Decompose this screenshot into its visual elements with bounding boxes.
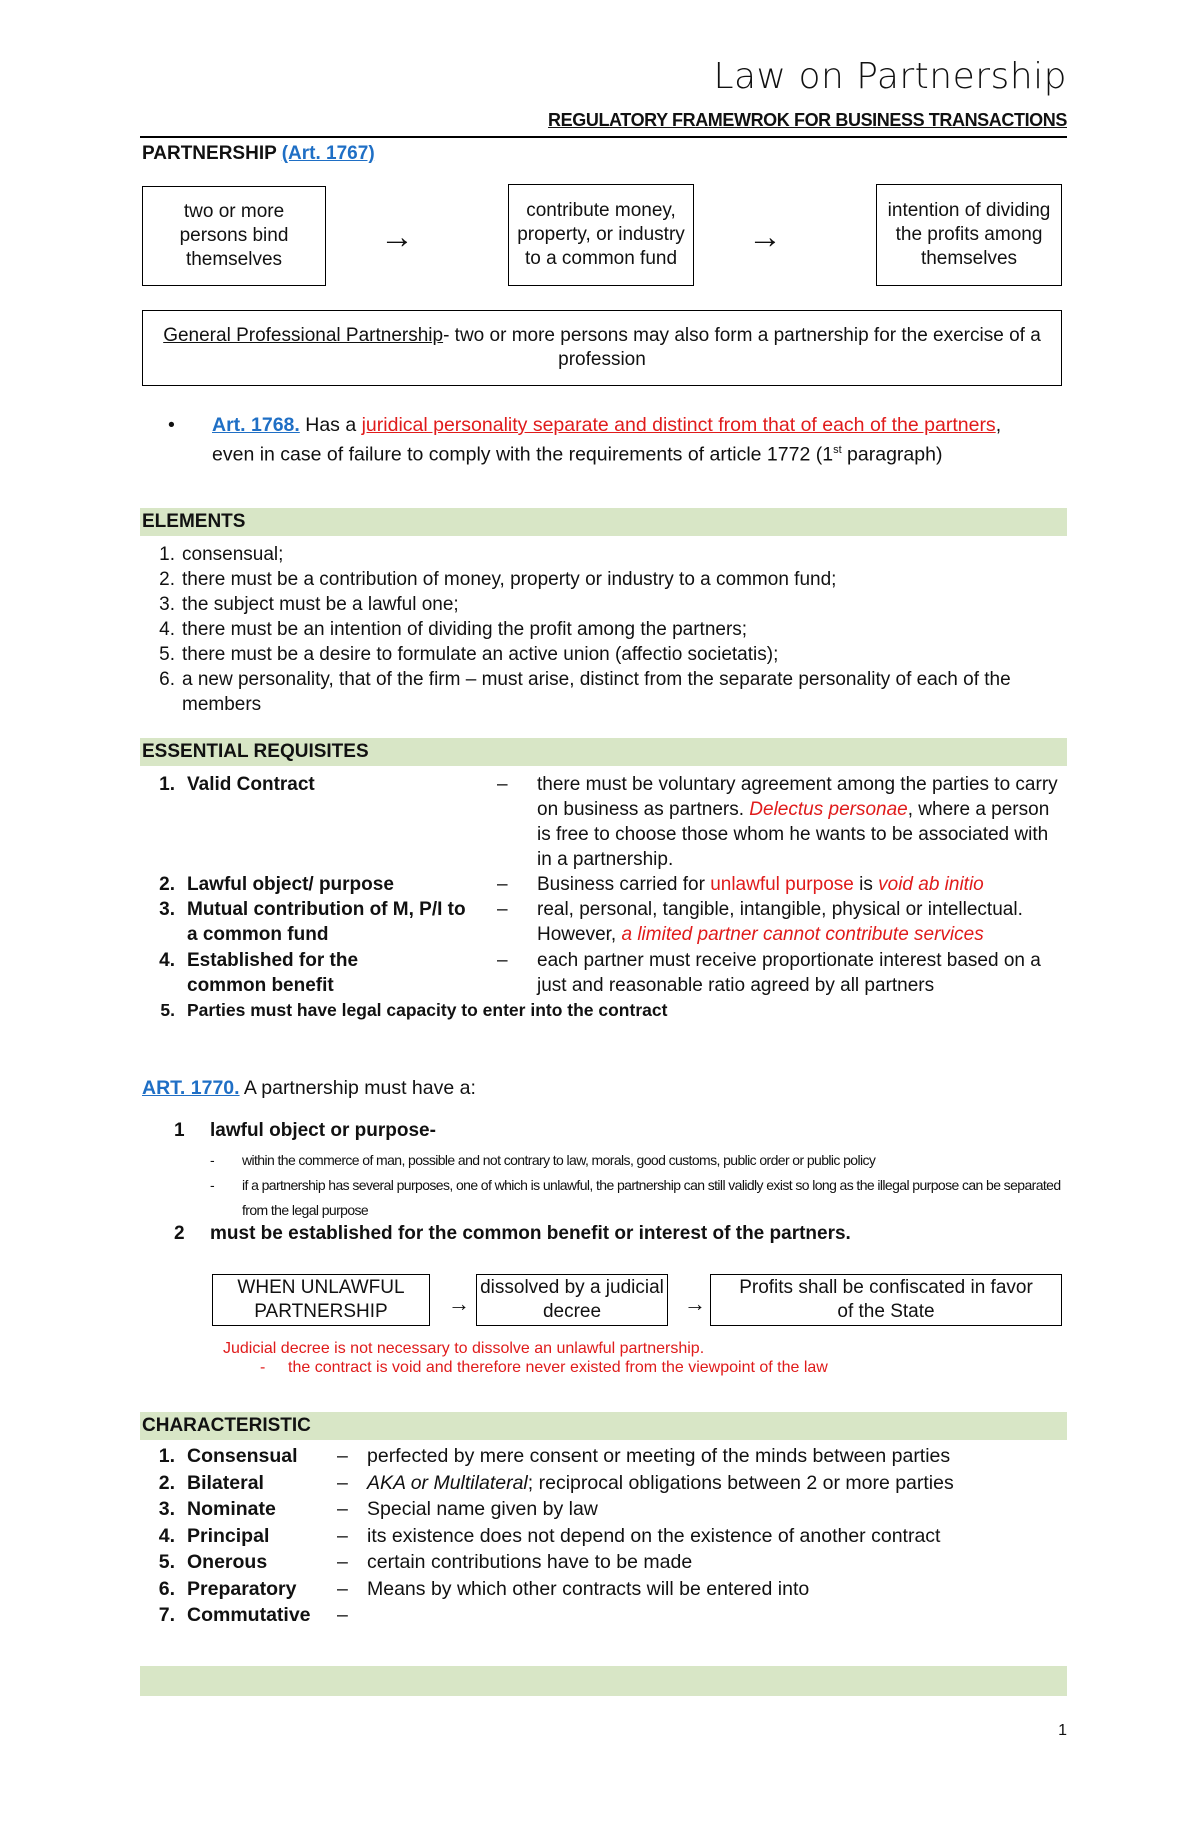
empty-section-band [140,1666,1067,1696]
page-number: 1 [1058,1722,1067,1739]
partnership-heading: PARTNERSHIP (Art. 1767) [142,143,375,164]
section-essential-requisites: ESSENTIAL REQUISITES [140,738,1067,766]
table-row: 7. Commutative – [158,1604,348,1626]
section-elements: ELEMENTS [140,508,1067,536]
table-row: 4. Principal – its existence does not depend on the existence of another contract [158,1524,941,1547]
art-1770-item-2: 2 must be established for the common benefit or interest of the partners. [174,1223,851,1244]
list-item: - if a partnership has several purposes, one of which is unlawful, the partnership can still validly exist so long as the illegal purpose can be separated from the legal purpose [210,1177,1061,1218]
art-1770-subpoints [210,1148,1070,1223]
flow-box-persons: two or more persons bind themselves [142,186,326,286]
art-1770-item-1: 1 lawful object or purpose- [174,1120,436,1141]
table-row: 5. Parties must have legal capacity to enter into the contract [160,1000,668,1020]
arrow-icon: → [380,218,414,256]
requisites-table [140,772,1067,1023]
flow-box-dissolved: dissolved by a judicial decree [476,1274,668,1326]
elements-list [140,542,1067,717]
gpp-term: General Professional Partnership [163,325,444,346]
gpp-box [142,310,1062,386]
table-row: 2. Lawful object/ purpose – Business carried for unlawful purpose is void ab initio [159,874,984,895]
art-1768-text: Art. 1768. Has a juridical personality separate and distinct from that of each of the partners, even in case of failure to comply with the requirements of article 1772 (1st paragraph) [212,414,1002,466]
header-rule [140,136,1067,138]
arrow-icon: → [684,1291,706,1316]
bullet-icon: • [168,414,175,436]
table-row: 3. Mutual contribution of M, P/I to a common fund – real, personal, tangible, intangible, physical or intellectual. However, a limited partner cannot contribute services [159,899,1023,945]
flow-box-profits: intention of dividing the profits among themselves [876,184,1062,286]
article-1767-link[interactable]: (Art. 1767) [281,143,375,164]
list-item: 2. there must be a contribution of money, property or industry to a common fund; [159,569,837,590]
gpp-definition: - two or more persons may also form a partnership for the exercise of a profession [443,325,1041,370]
art-1768-bullet [168,413,1048,468]
flow-box-contribute: contribute money, property, or industry to a common fund [508,184,694,286]
document-page [140,0,1067,1835]
arrow-icon: → [748,218,782,256]
article-1768-link[interactable]: Art. 1768. [212,414,300,436]
table-row: 5. Onerous – certain contributions have to be made [158,1551,693,1573]
table-row: 1. Consensual – perfected by mere consent or meeting of the minds between parties [158,1445,951,1467]
unlawful-note-sub: - the contract is void and therefore never existed from the viewpoint of the law [260,1359,828,1376]
list-item: 5. there must be a desire to formulate an active union (affectio societatis); [159,644,779,665]
characteristic-table [140,1443,1067,1629]
article-1770-link[interactable]: ART. 1770. [142,1077,240,1099]
list-item: - within the commerce of man, possible and not contrary to law, morals, good customs, public order or public policy [210,1152,876,1168]
art-1770-intro: ART. 1770. A partnership must have a: [142,1077,476,1099]
table-row: 2. Bilateral – AKA or Multilateral; reciprocal obligations between 2 or more parties [158,1471,954,1494]
list-item: 1. consensual; [159,544,284,565]
table-row: 6. Preparatory – Means by which other contracts will be entered into [158,1577,810,1600]
unlawful-note: Judicial decree is not necessary to dissolve an unlawful partnership. [223,1340,705,1357]
flow-box-unlawful: WHEN UNLAWFUL PARTNERSHIP [212,1274,430,1326]
list-item: 6. a new personality, that of the firm – must arise, distinct from the separate personality of each of the members [159,669,1011,715]
list-item: 4. there must be an intention of dividing the profit among the partners; [159,619,748,640]
flow-box-confiscated: Profits shall be confiscated in favor of the State [710,1274,1062,1326]
document-title: Law on Partnership [713,56,1067,97]
art-1768-highlight: juridical personality separate and distinct from that of each of the partners [361,414,996,436]
section-characteristic: CHARACTERISTIC [140,1412,1067,1440]
table-row: 4. Established for the common benefit – each partner must receive proportionate interest based on a just and reasonable ratio agreed by all partners [159,950,1041,996]
list-item: 3. the subject must be a lawful one; [159,594,459,615]
arrow-icon: → [448,1291,470,1316]
document-subtitle: REGULATORY FRAMEWROK FOR BUSINESS TRANSACTIONS [548,110,1067,130]
table-row: 3. Nominate – Special name given by law [158,1498,598,1520]
table-row: 1. Valid Contract – there must be voluntary agreement among the parties to carry on business as partners. Delectus personae, where a person is free to choose those whom he wants to be associated with in a partnership. [159,774,1058,870]
